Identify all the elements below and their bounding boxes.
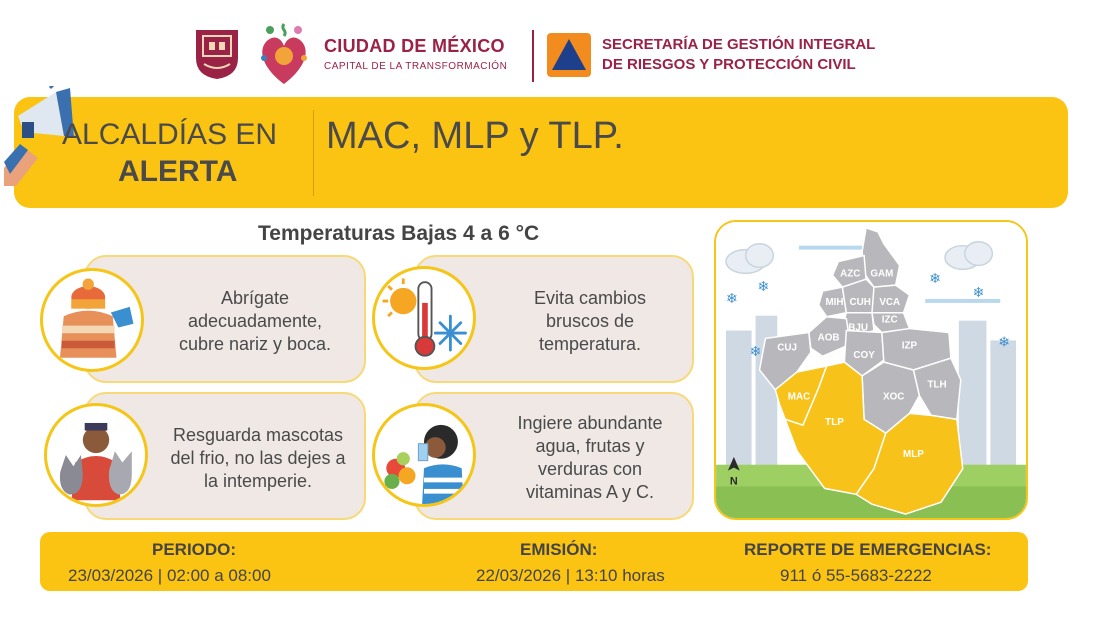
alert-districts-text: MAC, MLP y TLP.: [326, 115, 624, 157]
district-label-coy: COY: [853, 350, 875, 362]
periodo-label: PERIODO:: [152, 540, 237, 559]
hydration-icon: [372, 403, 476, 507]
banner-title-line2: ALERTA: [118, 155, 238, 188]
civil-protection-logo: [546, 32, 592, 78]
recommendation-text: Resguarda mascotas del frio, no las dejes a la intemperie.: [170, 425, 346, 491]
emision-value: 22/03/2026 | 13:10 horas: [476, 566, 665, 585]
cdmx-map: [714, 220, 1028, 520]
district-label-vca: VCA: [879, 296, 901, 308]
district-label-bju: BJU: [848, 322, 869, 334]
district-label-tlp: TLP: [825, 417, 844, 429]
reporte-label: REPORTE DE EMERGENCIAS:: [744, 540, 992, 559]
district-label-mac: MAC: [787, 391, 811, 403]
cdmx-subtitle: CAPITAL DE LA TRANSFORMACIÓN: [324, 61, 508, 72]
periodo-value: 23/03/2026 | 02:00 a 08:00: [68, 566, 271, 585]
svg-text:❄: ❄: [757, 279, 770, 296]
banner-divider: [313, 110, 314, 196]
district-label-izp: IZP: [901, 340, 918, 352]
banner-title-line1: ALCALDÍAS EN: [62, 118, 278, 151]
district-label-azc: AZC: [840, 268, 861, 280]
reporte-value: 911 ó 55-5683-2222: [780, 566, 932, 585]
cdmx-heart-logo: [256, 18, 312, 90]
district-label-cuj: CUJ: [777, 342, 798, 354]
district-label-izc: IZC: [881, 314, 898, 326]
pets-icon: [44, 403, 148, 507]
district-label-xoc: XOC: [883, 391, 905, 403]
svg-text:❄: ❄: [749, 344, 762, 361]
secretaria-line1: SECRETARÍA DE GESTIÓN INTEGRAL: [602, 36, 876, 53]
recommendation-text: Abrígate adecuadamente, cubre nariz y boca.: [178, 288, 332, 354]
recommendation-text: Evita cambios bruscos de temperatura.: [533, 288, 647, 354]
thermometer-icon: [372, 266, 476, 370]
svg-text:❄: ❄: [929, 271, 941, 288]
svg-text:❄: ❄: [998, 334, 1010, 351]
district-label-aob: AOB: [817, 332, 840, 344]
header-divider: [532, 30, 534, 82]
emision-label: EMISIÓN:: [520, 540, 598, 559]
district-label-gam: GAM: [870, 268, 894, 280]
district-label-mih: MIH: [825, 296, 844, 308]
svg-text:N: N: [729, 475, 738, 488]
header: [190, 18, 910, 88]
district-label-tlh: TLH: [927, 379, 947, 391]
svg-text:❄: ❄: [972, 284, 985, 301]
svg-text:❄: ❄: [725, 290, 738, 307]
secretaria-line2: DE RIESGOS Y PROTECCIÓN CIVIL: [602, 56, 856, 73]
warm-clothes-icon: [40, 268, 144, 372]
cdmx-title: CIUDAD DE MÉXICO: [324, 36, 505, 56]
temperature-title: Temperaturas Bajas 4 a 6 °C: [258, 222, 540, 245]
district-label-cuh: CUH: [849, 296, 871, 308]
district-label-mlp: MLP: [903, 448, 924, 460]
coat-of-arms-icon: [194, 28, 240, 80]
recommendation-text: Ingiere abundante agua, frutas y verduras con vitaminas A y C.: [517, 413, 663, 502]
